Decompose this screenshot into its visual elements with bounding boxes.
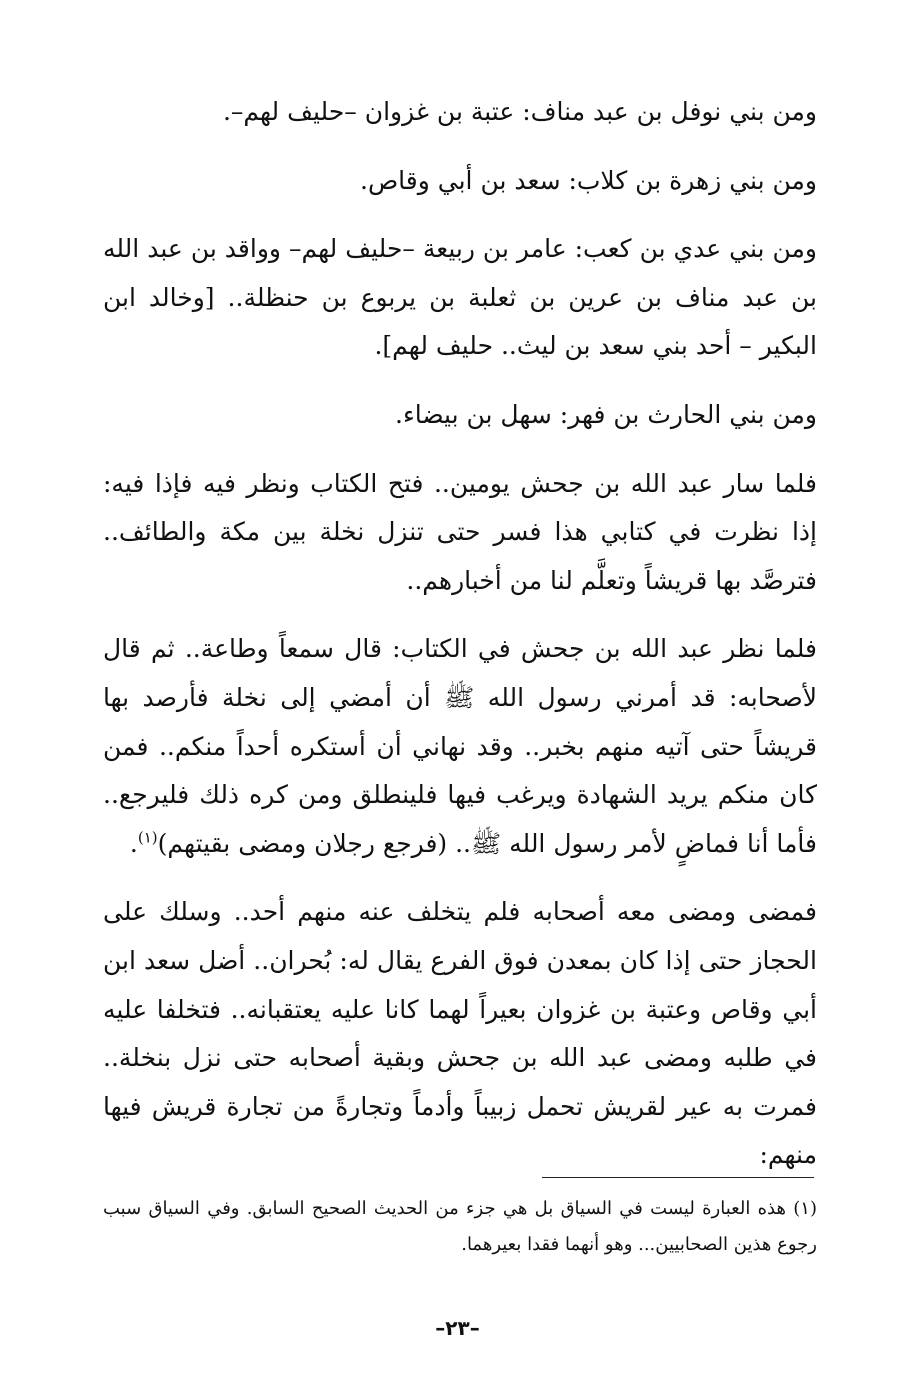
paragraph-5: فلما سار عبد الله بن جحش يومين.. فتح الكتاب ونظر فيه فإذا فيه: إذا نظرت في كتابي هذا فسر حتى تنزل نخلة بين مكة والطائف.. فترصَّد بها قريشاً وتعلَّم لنا من أخبارهم..: [103, 468, 817, 595]
footnotes: [103, 1191, 817, 1263]
footnote-reference: (١): [137, 828, 158, 847]
paragraph-3: ومن بني عدي بن كعب: عامر بن ربيعة –حليف لهم– وواقد بن عبد الله بن عبد مناف بن عرين بن ثعلبة بن يربوع بن حنظلة.. [وخالد ابن البكير – أحد بني سعد بن ليث.. حليف لهم].: [103, 234, 817, 361]
body-text: [103, 88, 817, 1200]
paragraph-6: [103, 625, 817, 868]
paragraph-2: ومن بني زهرة بن كلاب: سعد بن أبي وقاص.: [360, 165, 817, 195]
paragraph-7: فمضى ومضى معه أصحابه فلم يتخلف عنه منهم أحد.. وسلك على الحجاز حتى إذا كان بمعدن فوق الفرع يقال له: بُحران.. أضل سعد ابن أبي وقاص وعتبة بن غزوان بعيراً لهما كانا عليه يعتقبانه.. فتخلفا عليه في طلبه ومضى عبد الله بن جحش وبقية أصحابه حتى نزل بنخلة.. فمرت به عير لقريش تحمل زبيباً وأدماً وتجارةً من تجارة قريش فيها منهم:: [103, 897, 817, 1170]
paragraph-1: ومن بني نوفل بن عبد مناف: عتبة بن غزوان –حليف لهم–.: [222, 97, 817, 126]
footnote-divider: [542, 1177, 814, 1178]
paragraph-6-end: .: [129, 828, 138, 858]
paragraph-4: ومن بني الحارث بن فهر: سهل بن بيضاء.: [395, 399, 817, 429]
paragraph-6-text: فلما نظر عبد الله بن جحش في الكتاب: قال سمعاً وطاعة.. ثم قال لأصحابه: قد أمرني رسول الله ﷺ أن أمضي إلى نخلة فأرصد بها قريشاً حتى آتيه منهم بخبر.. وقد نهاني أن أستكره أحداً منكم.. فمن كان منكم يريد الشهادة ويرغب فيها فلينطلق ومن كره ذلك فليرجع.. فأما أنا فماضٍ لأمر رسول الله ﷺ.. (فرجع رجلان ومضى بقيتهم): [103, 634, 817, 858]
footnote-1: (١) هذه العبارة ليست في السياق بل هي جزء من الحديث الصحيح السابق. وفي السياق سبب رجوع هذين الصحابيين... وهو أنهما فقدا بعيرهما.: [103, 1198, 817, 1255]
page-number: –٢٣–: [435, 1316, 480, 1340]
